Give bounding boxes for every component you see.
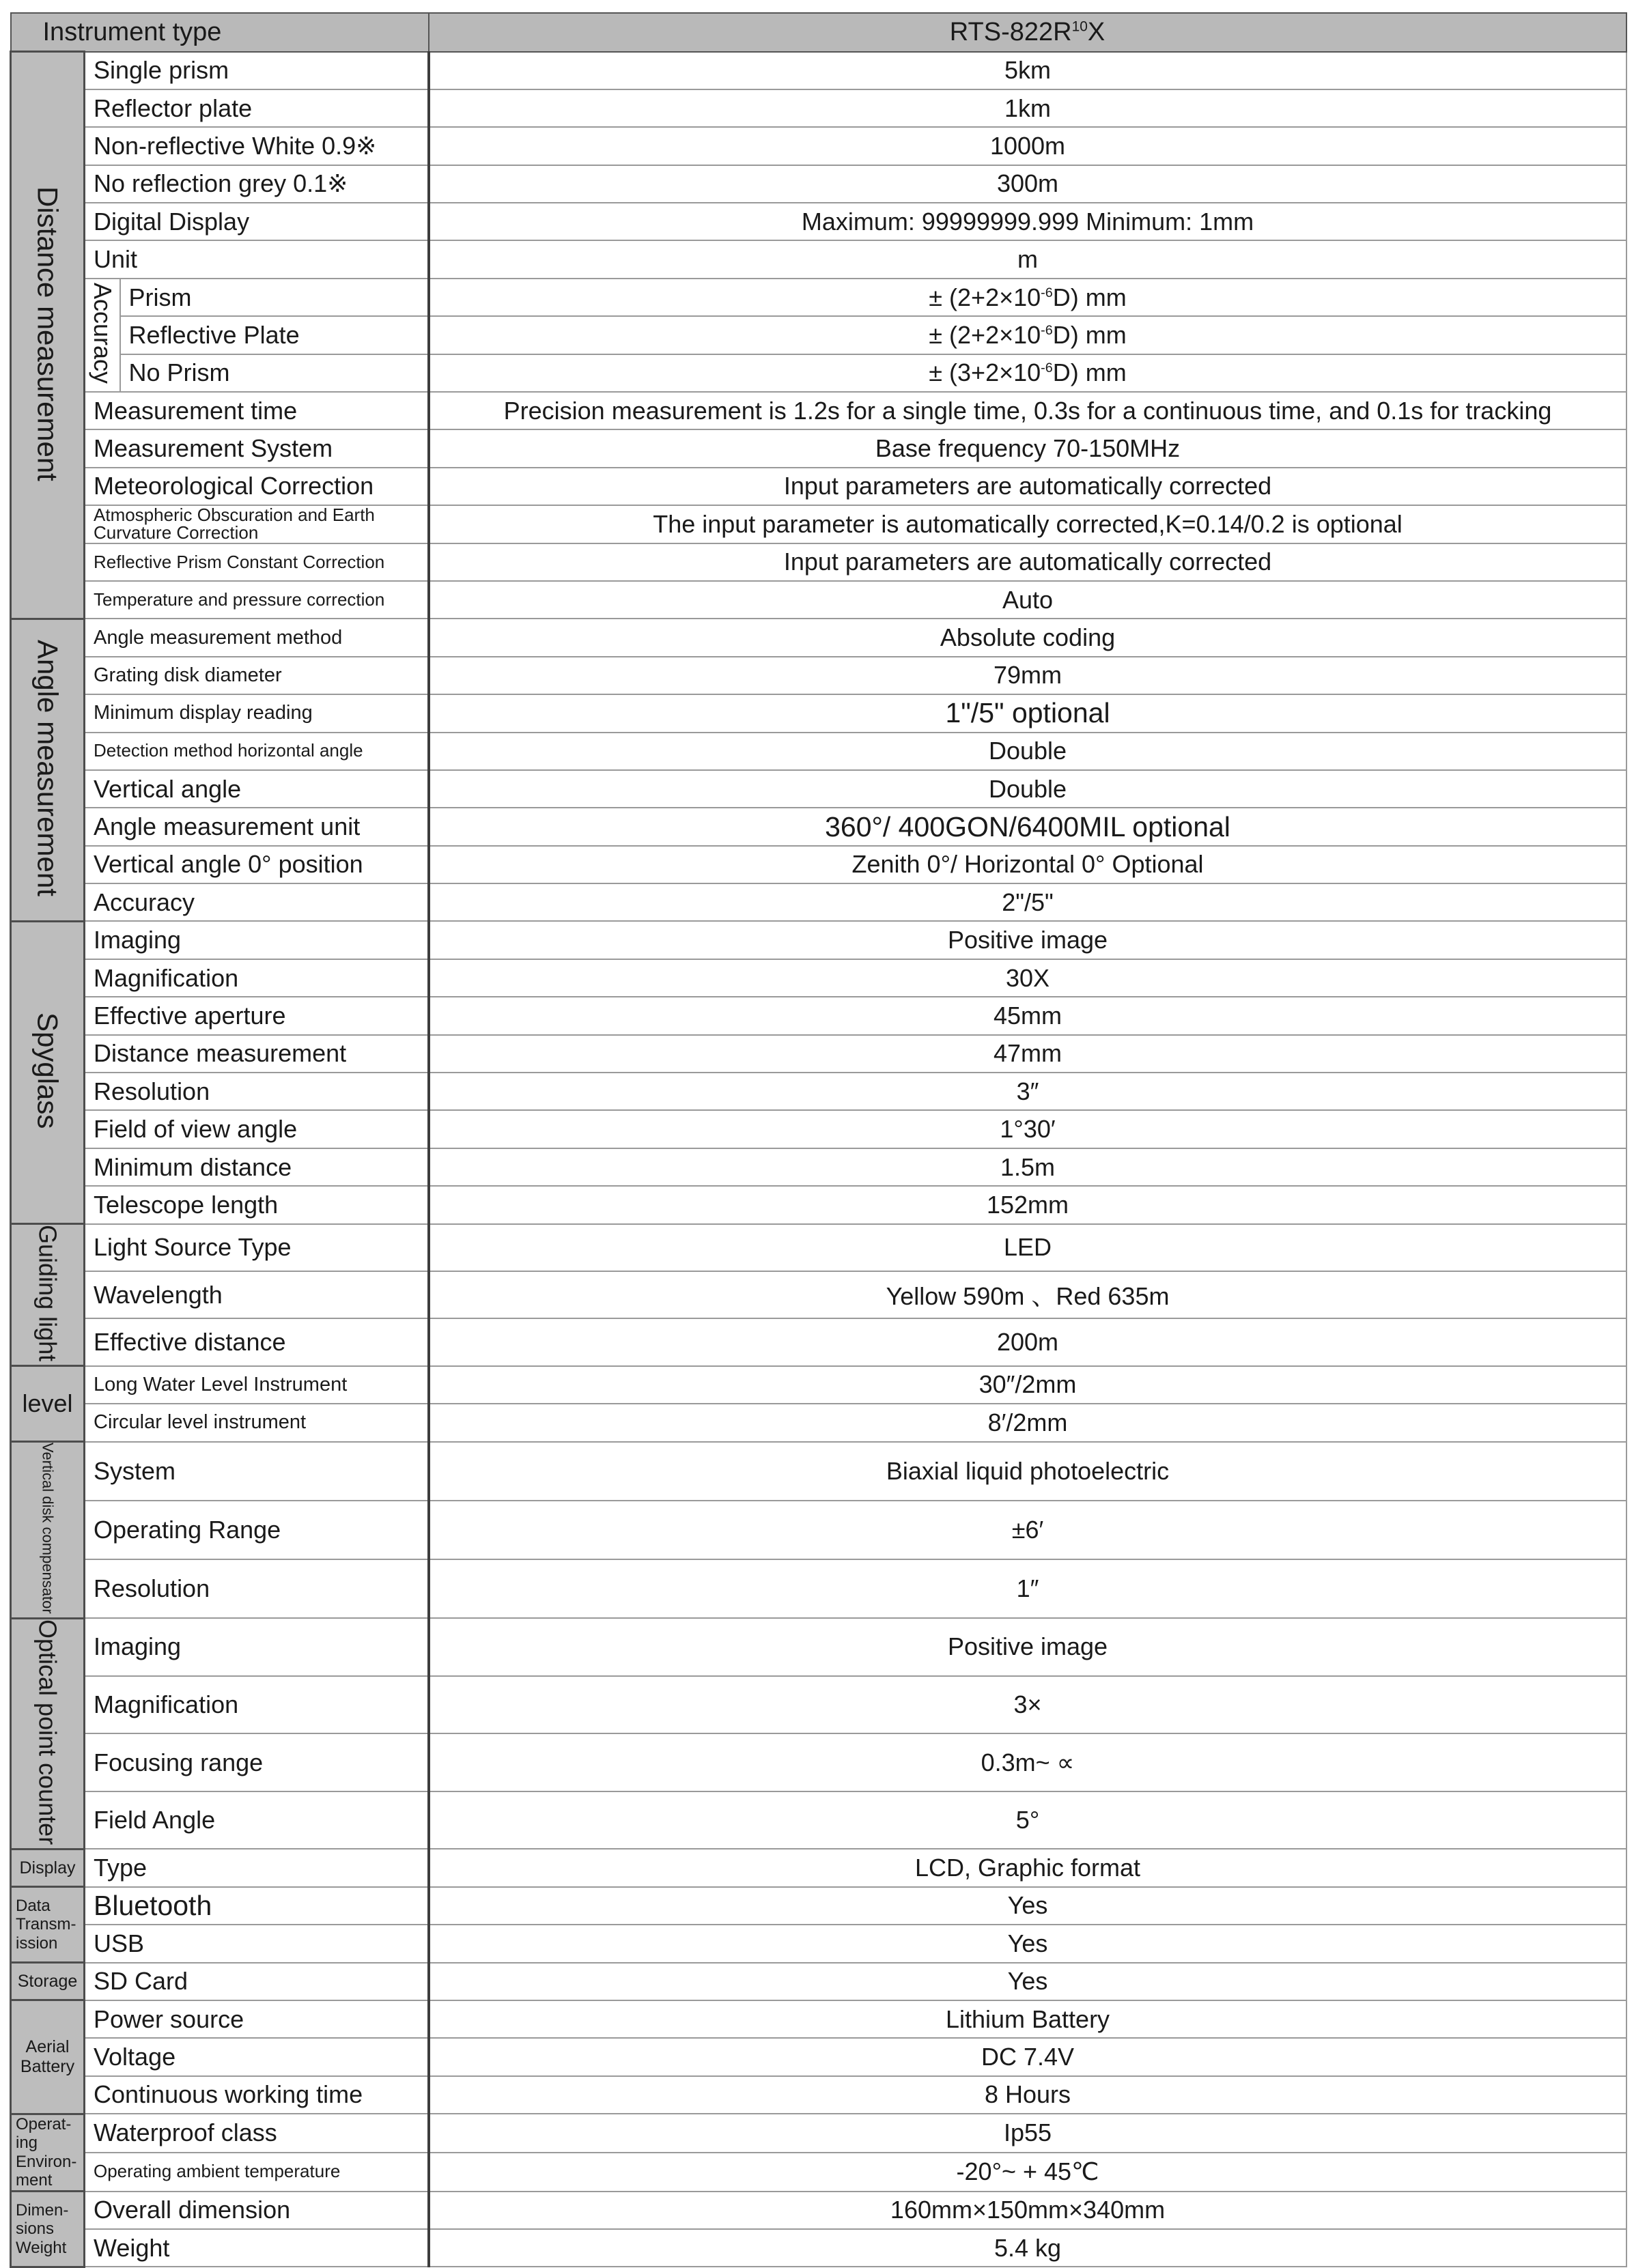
spec-value: Input parameters are automatically corrected [429,468,1626,505]
spec-label: No reflection grey 0.1※ [85,165,429,203]
spec-label: Accuracy [85,883,429,921]
spec-label: Waterproof class [85,2114,429,2153]
spec-value: 1km [429,89,1626,127]
category-level: level [11,1366,85,1442]
table-row [11,203,1626,240]
table-row [11,1110,1626,1148]
spec-value: Positive image [429,1618,1626,1676]
spec-value: Yes [429,1887,1626,1925]
spec-value: 2"/5" [429,883,1626,921]
table-row [11,959,1626,997]
spec-value: 360°/ 400GON/6400MIL optional [429,808,1626,845]
spec-label: Bluetooth [85,1887,429,1925]
spec-value: Double [429,733,1626,770]
spec-label: Distance measurement [85,1035,429,1073]
instrument-type-label: Instrument type [11,13,429,52]
spec-value: 8 Hours [429,2076,1626,2114]
spec-label: Measurement System [85,429,429,467]
spec-value: 3″ [429,1073,1626,1110]
spec-value: Ip55 [429,2114,1626,2153]
spec-label: Operating ambient temperature [85,2153,429,2192]
spec-value: Absolute coding [429,619,1626,656]
spec-value: m [429,240,1626,278]
table-row [11,2000,1626,2038]
table-row [11,429,1626,467]
spec-label: Vertical angle 0° position [85,846,429,883]
spec-label: SD Card [85,1963,429,2000]
table-row [11,1224,1626,1271]
table-row [11,694,1626,732]
table-row [11,1404,1626,1441]
category-dimensions-weight: Dimen-sions Weight [11,2192,85,2267]
table-row [11,657,1626,694]
table-row [11,1676,1626,1734]
spec-value: Biaxial liquid photoelectric [429,1442,1626,1501]
category-spyglass: Spyglass [11,921,85,1223]
table-row [11,52,1626,89]
table-row [11,1442,1626,1501]
spec-value: 79mm [429,657,1626,694]
table-row [11,1559,1626,1618]
spec-value: 1.5m [429,1148,1626,1186]
table-row [11,127,1626,165]
spec-label: Overall dimension [85,2192,429,2229]
spec-label: Magnification [85,1676,429,1734]
category-data-transmission: Data Transm-ission [11,1887,85,1963]
table-row [11,808,1626,845]
spec-label: Temperature and pressure correction [85,581,429,619]
spec-label: Telescope length [85,1186,429,1223]
spec-value: 300m [429,165,1626,203]
spec-label: Field Angle [85,1791,429,1849]
table-row [11,1148,1626,1186]
spec-label: Wavelength [85,1271,429,1318]
table-row [11,619,1626,656]
spec-value: Positive image [429,921,1626,959]
spec-label: Non-reflective White 0.9※ [85,127,429,165]
table-row [11,883,1626,921]
spec-value: 152mm [429,1186,1626,1223]
table-row [11,770,1626,808]
spec-value: ±6′ [429,1501,1626,1559]
spec-value: Double [429,770,1626,808]
spec-label: Single prism [85,52,429,89]
table-row [11,1925,1626,1962]
table-row [11,1887,1626,1925]
spec-value: -20°~ + 45℃ [429,2153,1626,2192]
spec-label: Measurement time [85,392,429,429]
table-row [11,2153,1626,2192]
table-row [11,1849,1626,1886]
spec-value: 1″ [429,1559,1626,1618]
spec-value: Lithium Battery [429,2000,1626,2038]
spec-value: ± $(3+2\times 10^{-6}D)$ mm [429,354,1626,392]
spec-value: Precision measurement is 1.2s for a single time, 0.3s for a continuous time, and 0.1s for tracking [429,392,1626,429]
spec-label: Operating Range [85,1501,429,1559]
spec-value: 5° [429,1791,1626,1849]
spec-label: Continuous working time [85,2076,429,2114]
spec-value: 160mm×150mm×340mm [429,2192,1626,2229]
spec-value: 200m [429,1318,1626,1365]
spec-value: Yes [429,1963,1626,2000]
table-row [11,354,1626,392]
table-row [11,1501,1626,1559]
table-row [11,997,1626,1034]
table-row [11,279,1626,316]
table-row [11,1733,1626,1791]
spec-value: 8′/2mm [429,1404,1626,1441]
spec-value: ± $(2+2\times 10^{-6}D)$ mm [429,316,1626,354]
spec-label: Weight [85,2229,429,2267]
spec-value: 45mm [429,997,1626,1034]
table-row [11,1073,1626,1110]
spec-value: 3× [429,1676,1626,1734]
table-row [11,733,1626,770]
table-row [11,165,1626,203]
spec-label: Detection method horizontal angle [85,733,429,770]
spec-label: Imaging [85,921,429,959]
table-row [11,543,1626,581]
table-row [11,505,1626,543]
table-row [11,2229,1626,2267]
spec-value: Yellow 590m 、Red 635m [429,1271,1626,1318]
spec-value: DC 7.4V [429,2038,1626,2075]
spec-value: 1000m [429,127,1626,165]
spec-value: 1"/5" optional [429,694,1626,732]
table-row [11,316,1626,354]
spec-value: 30X [429,959,1626,997]
table-row [11,581,1626,619]
spec-label: Circular level instrument [85,1404,429,1441]
spec-label: Focusing range [85,1733,429,1791]
table-row [11,1271,1626,1318]
spec-value: Input parameters are automatically corrected [429,543,1626,581]
spec-label: Resolution [85,1559,429,1618]
category-operating-environment: Operat-ing Environ-ment [11,2114,85,2191]
table-row [11,2192,1626,2229]
spec-label: Effective distance [85,1318,429,1365]
category-battery: Aerial Battery [11,2000,85,2114]
table-row [11,1318,1626,1365]
spec-value: Base frequency 70-150MHz [429,429,1626,467]
spec-label: Magnification [85,959,429,997]
spec-value: LCD, Graphic format [429,1849,1626,1886]
spec-value: Auto [429,581,1626,619]
spec-label: Long Water Level Instrument [85,1366,429,1404]
table-row [11,1963,1626,2000]
spec-value: 0.3m~ ∝ [429,1733,1626,1791]
spec-label: Grating disk diameter [85,657,429,694]
category-vertical-compensator: Vertical disk compensator [11,1442,85,1619]
table-row [11,468,1626,505]
spec-label: Voltage [85,2038,429,2075]
spec-label: Minimum distance [85,1148,429,1186]
header-row [11,13,1626,52]
spec-label: Angle measurement unit [85,808,429,845]
category-angle: Angle measurement [11,619,85,921]
spec-label: Digital Display [85,203,429,240]
spec-value: 30″/2mm [429,1366,1626,1404]
spec-label: Power source [85,2000,429,2038]
spec-label: Prism [120,279,429,316]
category-display: Display [11,1849,85,1886]
spec-value: The input parameter is automatically corrected,K=0.14/0.2 is optional [429,505,1626,543]
spec-value: Zenith 0°/ Horizontal 0° Optional [429,846,1626,883]
spec-label: Effective aperture [85,997,429,1034]
spec-label: Field of view angle [85,1110,429,1148]
spec-label: Atmospheric Obscuration and Earth Curvature Correction [85,505,429,543]
spec-label: Angle measurement method [85,619,429,656]
spec-label: Reflective Prism Constant Correction [85,543,429,581]
spec-label: Vertical angle [85,770,429,808]
spec-label: Imaging [85,1618,429,1676]
spec-label: Meteorological Correction [85,468,429,505]
spec-value: Maximum: 99999999.999 Minimum: 1mm [429,203,1626,240]
spec-value: 5km [429,52,1626,89]
table-row [11,2076,1626,2114]
spec-table [10,12,1627,2268]
table-row [11,1618,1626,1676]
spec-label: Resolution [85,1073,429,1110]
table-row [11,1035,1626,1073]
table-row [11,392,1626,429]
spec-value: Yes [429,1925,1626,1962]
table-row [11,89,1626,127]
table-row [11,240,1626,278]
spec-value: 47mm [429,1035,1626,1073]
table-row [11,921,1626,959]
spec-label: No Prism [120,354,429,392]
category-storage: Storage [11,1963,85,2000]
spec-label: Unit [85,240,429,278]
table-row [11,2114,1626,2153]
spec-value: 1°30′ [429,1110,1626,1148]
model-name: RTS-$822R^{10}X$ [429,13,1626,52]
subcategory-accuracy: Accuracy [85,279,120,392]
spec-label: Reflective Plate [120,316,429,354]
table-row [11,846,1626,883]
spec-label: System [85,1442,429,1501]
spec-value: 5.4 kg [429,2229,1626,2267]
spec-value: ± $(2+2\times 10^{-6}D)$ mm [429,279,1626,316]
category-optical-point: Optical point counter [11,1618,85,1849]
category-guiding-light: Guiding light [11,1224,85,1366]
table-row [11,1366,1626,1404]
spec-label: USB [85,1925,429,1962]
category-distance: Distance measurement [11,52,85,619]
spec-label: Light Source Type [85,1224,429,1271]
table-row [11,1186,1626,1223]
spec-label: Reflector plate [85,89,429,127]
spec-label: Type [85,1849,429,1886]
table-row [11,1791,1626,1849]
spec-label: Minimum display reading [85,694,429,732]
spec-value: LED [429,1224,1626,1271]
table-row [11,2038,1626,2075]
